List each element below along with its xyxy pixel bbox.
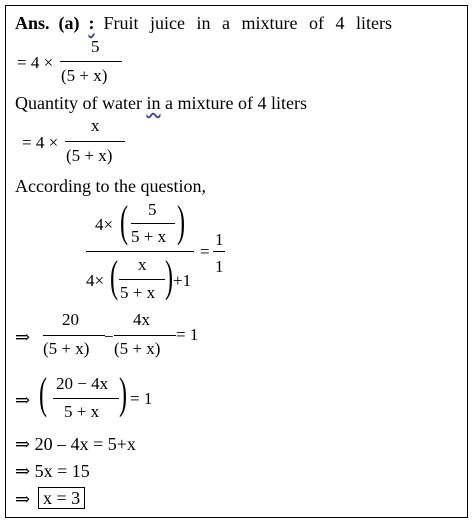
top-coefficient: 4× xyxy=(95,215,114,234)
top-inner-denominator: 5 + x xyxy=(131,227,167,246)
water-denominator: (5 + x) xyxy=(66,146,113,165)
option-label: (a) xyxy=(58,13,80,33)
water-in: in xyxy=(146,93,161,113)
rhs-denominator: 1 xyxy=(215,257,224,276)
answer-header xyxy=(15,13,392,33)
step1-b-numerator: 4x xyxy=(133,310,150,329)
water-numerator: x xyxy=(91,116,100,135)
water-suffix: a mixture of 4 liters xyxy=(164,93,307,113)
step2-bar xyxy=(53,398,119,399)
header-statement: Fruit juice in a mixture of 4 liters xyxy=(103,13,392,33)
step2-arrow: ⇒ xyxy=(15,390,31,410)
main-fraction-bar xyxy=(86,251,194,252)
step2-rhs: = 1 xyxy=(130,389,153,408)
bottom-close-paren: ) xyxy=(165,252,174,301)
ans-label: Ans. xyxy=(15,13,50,33)
bottom-coefficient: 4× xyxy=(86,271,105,290)
bottom-plus-one: +1 xyxy=(173,271,192,290)
top-close-paren: ) xyxy=(177,197,186,246)
water-prefix: Quantity of water xyxy=(15,93,142,113)
header-colon: : xyxy=(88,13,95,33)
solution-frame xyxy=(5,5,468,518)
water-fraction-bar xyxy=(65,141,125,142)
step2-denominator: 5 + x xyxy=(64,402,100,421)
step1-a-bar xyxy=(43,335,105,336)
bottom-open-paren: ( xyxy=(110,252,119,301)
step5-arrow: ⇒ xyxy=(15,489,31,509)
according-text: According to the question, xyxy=(15,176,206,196)
top-inner-bar xyxy=(131,223,175,224)
step1-arrow: ⇒ xyxy=(15,327,31,347)
step1-rhs: = 1 xyxy=(176,325,199,344)
rhs-numerator: 1 xyxy=(215,230,224,249)
water-statement xyxy=(15,93,307,113)
bottom-inner-numerator: x xyxy=(138,255,147,274)
juice-fraction-bar xyxy=(60,61,122,62)
step1-a-numerator: 20 xyxy=(62,310,79,329)
step1-minus: − xyxy=(104,327,114,346)
bottom-inner-bar xyxy=(119,279,165,280)
juice-lead: = 4 × xyxy=(17,53,54,72)
final-answer-box: x = 3 xyxy=(38,487,85,509)
step1-b-denominator: (5 + x) xyxy=(114,339,161,358)
step1-b-bar xyxy=(114,335,176,336)
main-equals: = xyxy=(200,242,210,261)
step2-close-paren: ) xyxy=(119,369,128,418)
juice-denominator: (5 + x) xyxy=(61,66,108,85)
step2-numerator: 20 − 4x xyxy=(56,374,109,393)
step1-a-denominator: (5 + x) xyxy=(43,339,90,358)
step3-line: ⇒ 20 – 4x = 5+x xyxy=(15,434,136,454)
top-open-paren: ( xyxy=(120,197,129,246)
rhs-bar xyxy=(213,251,225,252)
juice-numerator: 5 xyxy=(91,37,100,56)
step2-open-paren: ( xyxy=(39,369,48,418)
bottom-inner-denominator: 5 + x xyxy=(120,283,156,302)
step4-line: ⇒ 5x = 15 xyxy=(15,461,90,481)
top-inner-numerator: 5 xyxy=(148,200,157,219)
water-lead: = 4 × xyxy=(22,133,59,152)
